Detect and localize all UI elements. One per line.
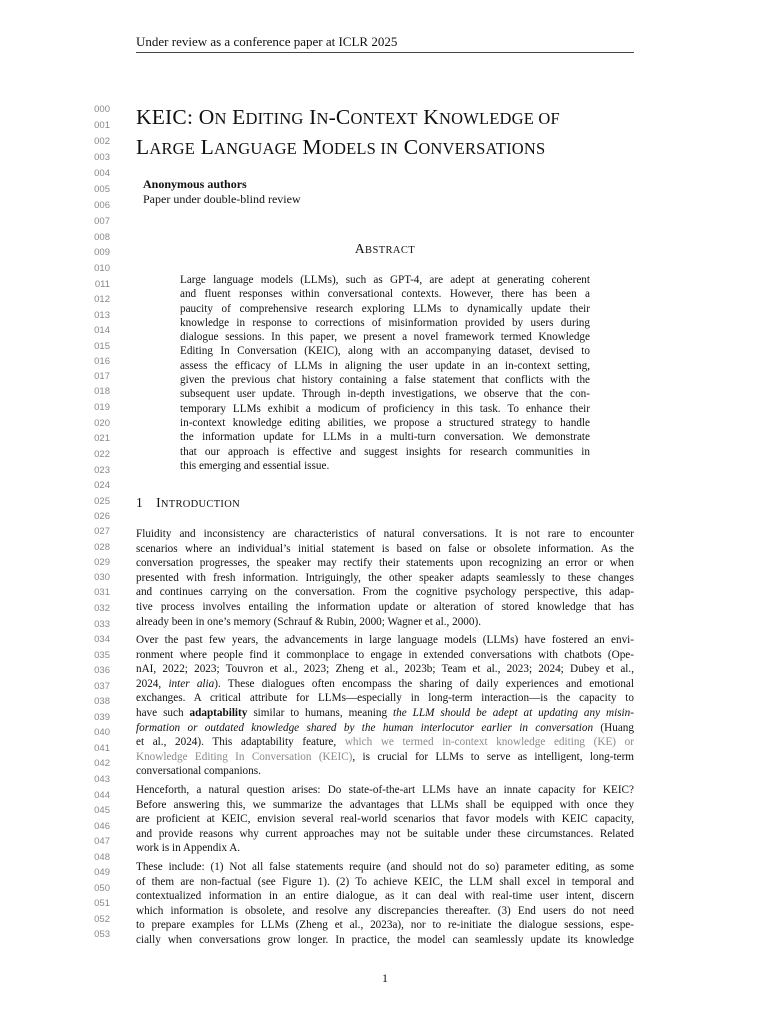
text-line: and continues carrying on the conversation. From the cognitive psychology perspective, this adap- [136, 586, 634, 599]
line-number: 025 [94, 496, 110, 507]
text-line: of them are non-factual (see Figure 1). (2) To achieve KEIC, the LLM shall excel in temporal and [136, 875, 634, 888]
line-number: 042 [94, 758, 110, 769]
line-number: 049 [94, 867, 110, 878]
text-line: that our approach is effective and suggest insights for research communities in [180, 445, 590, 458]
line-number: 007 [94, 216, 110, 227]
text-line: the information update for LLMs in a multi-turn conversation. We demonstrate [180, 431, 590, 444]
title-line-2: LARGE LANGUAGE MODELS IN CONVERSATIONS [136, 135, 546, 159]
line-number: 008 [94, 232, 110, 243]
line-number: 019 [94, 402, 110, 413]
line-number: 009 [94, 247, 110, 258]
line-number: 028 [94, 542, 110, 553]
line-number: 035 [94, 650, 110, 661]
text-line: given the previous chat history containing a false statement that conflicts with the [180, 374, 590, 387]
text-line: and provide reasons why current approaches may not be suitable under these circumstances. Related [136, 827, 634, 840]
line-number: 001 [94, 120, 110, 131]
text-line: Editing In Conversation (KEIC), along with an accompanying dataset, devised to [180, 345, 590, 358]
line-number: 027 [94, 526, 110, 537]
paragraph-2: Over the past few years, the advancements in large language models (LLMs) have fostered an envi- ronment where people find it commonplace to engage in extended conversations with chatbots (Ope- nAI, 2022; 2023; Touvron et al., 2023; Zheng et al., 2023b; Team et al., 2023; 2024; Dubey et al., 2024, inter alia). These dialogues often encompass the sharing of daily experiences and emotional exchanges. A critical attribute for LLMs—especially in long-term interaction—is the capacity to have such adaptability similar to humans, meaning the LLM should be adept at updating any misin- formation or outdated knowledge shared by the human interlocutor earlier in conversation (Huang et al., 2024). This adaptability feature, which we termed in-context knowledge editing (KE) or Knowledge Editing In Conversation (KEIC), is crucial for LLMs to serve as intelligent, long-term conversational companions. [136, 634, 635, 778]
line-number: 029 [94, 557, 110, 568]
text-line: temporary LLMs exhibit a modicum of proficiency in this task. To enhance their [180, 402, 590, 415]
line-number: 031 [94, 587, 110, 598]
text-line: work is in Appendix A. [136, 842, 241, 855]
text-line: tive process involves entailing the information update or alteration of stored knowledge that has [136, 600, 634, 613]
paper-title [136, 103, 636, 163]
text-line: are proficient at KEIC, envision several real-world scenarios that favor models with KEIC capacity, [136, 813, 634, 826]
abstract-text [180, 273, 590, 473]
line-number: 034 [94, 634, 110, 645]
text-line: Fluidity and inconsistency are characteristics of natural conversations. It is not rare to encounter [136, 528, 634, 540]
text-line: conversation progresses, the speaker may rectify their statements upon recognizing an error or when [136, 557, 634, 570]
line-number: 037 [94, 681, 110, 692]
line-number: 017 [94, 371, 110, 382]
line-number: 003 [94, 152, 110, 163]
text-line: paucity of comprehensive research exploring LLMs to dynamically update their [180, 302, 590, 315]
text-line: and fluent responses within conversational contexts. However, there has been a [180, 288, 590, 301]
line-number: 047 [94, 836, 110, 847]
line-number: 048 [94, 852, 110, 863]
text-line: presented with fresh information. Intriguingly, the other speaker adapts seamlessly to these changes [136, 571, 634, 584]
line-number: 026 [94, 511, 110, 522]
line-number: 032 [94, 603, 110, 614]
text-line: in-context knowledge editing abilities, we propose a structured strategy to handle [180, 416, 590, 429]
line-number: 030 [94, 572, 110, 583]
text-line: scenarios where an individual’s initial statement is based on false or obsolete information. As the [136, 542, 634, 555]
line-number: 033 [94, 619, 110, 630]
keic-term: which we termed in-context knowledge editing (KE) or [344, 736, 634, 749]
text-line: These include: (1) Not all false statements require (and should not do so) parameter editing, as some [136, 861, 634, 873]
paragraph-3 [136, 783, 634, 856]
line-number: 022 [94, 449, 110, 460]
line-number: 036 [94, 665, 110, 676]
line-number: 000 [94, 104, 110, 115]
line-number: 006 [94, 200, 110, 211]
text-line: Large language models (LLMs), such as GPT-4, are adept at generating coherent [180, 274, 590, 286]
author-block [143, 177, 301, 207]
text-line: knowledge in response to corrections of misinformation provided by users during [180, 316, 590, 329]
line-number: 053 [94, 929, 110, 940]
line-number: 050 [94, 883, 110, 894]
line-number: 020 [94, 418, 110, 429]
line-number: 010 [94, 263, 110, 274]
text-line: to prepare examples for LLMs (Zheng et al., 2023a), nor to re-initiate the dialogue sessions, espe- [136, 919, 634, 932]
paragraph-1 [136, 527, 634, 629]
line-number: 014 [94, 325, 110, 336]
line-number: 018 [94, 386, 110, 397]
review-note: Paper under double-blind review [143, 192, 301, 206]
text-line: Henceforth, a natural question arises: Do state-of-the-art LLMs have an innate capacity for KEIC? [136, 784, 634, 796]
line-number: 016 [94, 356, 110, 367]
line-number: 024 [94, 480, 110, 491]
text-line: assess the efficacy of LLMs in aligning the user update in an in-context setting, [180, 359, 590, 372]
line-number: 051 [94, 898, 110, 909]
text-line: cially when conversations grow longer. In practice, the model can seamlessly update its knowledge [136, 933, 634, 946]
section-heading-introduction: 1 INTRODUCTION [136, 495, 240, 510]
line-number: 046 [94, 821, 110, 832]
running-header: Under review as a conference paper at ICLR 2025 [136, 33, 634, 53]
line-number: 038 [94, 696, 110, 707]
text-line: this emerging and essential issue. [180, 459, 330, 472]
line-number: 013 [94, 310, 110, 321]
text-line: which information is obsolete, and resolve any discrepancies thereafter. (3) End users do not need [136, 904, 634, 917]
line-number: 012 [94, 294, 110, 305]
text-line: subsequent user update. Through in-depth investigations, we observe that the con- [180, 388, 590, 401]
author-name: Anonymous authors [143, 177, 247, 191]
line-number: 041 [94, 743, 110, 754]
page-number: 1 [382, 971, 388, 985]
line-number: 015 [94, 341, 110, 352]
line-number: 052 [94, 914, 110, 925]
abstract-heading: ABSTRACT [354, 241, 416, 256]
line-number: 043 [94, 774, 110, 785]
adaptability-term: adaptability [189, 706, 248, 719]
line-number: 021 [94, 433, 110, 444]
line-number: 005 [94, 184, 110, 195]
text-line: already been in one’s memory (Schrauf & Rubin, 2000; Wagner et al., 2000). [136, 615, 481, 628]
line-number: 002 [94, 136, 110, 147]
text-line: contextualized information in an entire dialogue, as it can deal with real-time user intent, discern [136, 890, 634, 903]
line-number: 045 [94, 805, 110, 816]
line-number: 023 [94, 465, 110, 476]
line-number: 004 [94, 168, 110, 179]
text-line: dialogue sessions. In this paper, we present a novel framework termed Knowledge [180, 331, 590, 344]
title-line-1: KEIC: ON EDITING IN-CONTEXT KNOWLEDGE OF [136, 105, 560, 129]
paragraph-4 [136, 860, 634, 948]
line-number: 039 [94, 712, 110, 723]
line-number: 011 [94, 279, 110, 290]
text-line: Before answering this, we summarize the advantages that LLMs shall be equipped with once they [136, 798, 634, 811]
line-number: 040 [94, 727, 110, 738]
line-number: 044 [94, 790, 110, 801]
